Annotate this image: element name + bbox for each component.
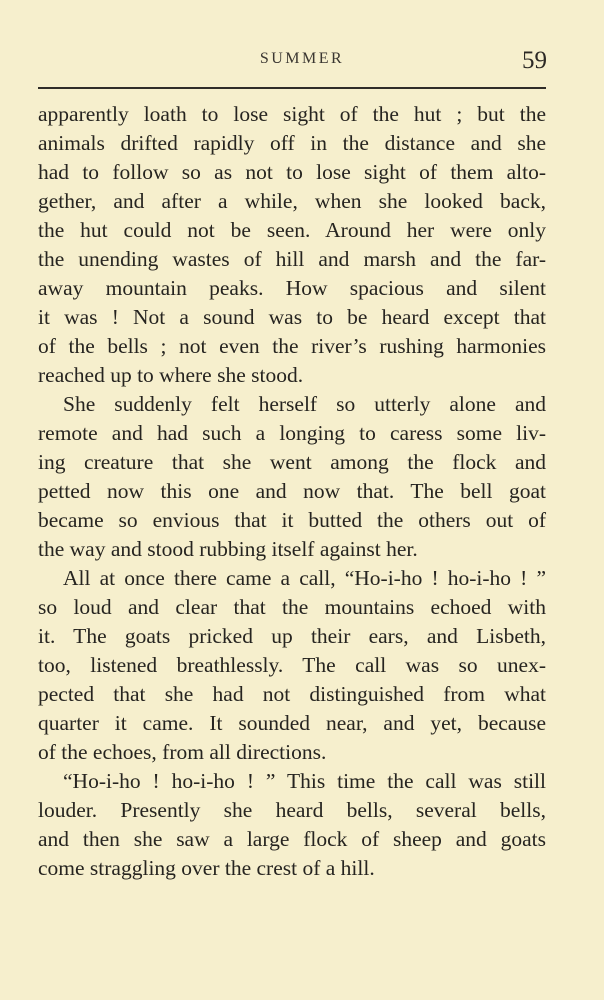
text-line: come straggling over the crest of a hill. — [38, 856, 375, 880]
text-line: remote and had such a longing to caress some liv- — [38, 421, 546, 445]
text-line: All at once there came a call, “Ho-i-ho ! ho-i-ho ! ” — [63, 566, 546, 590]
paragraph-1 — [38, 100, 546, 390]
text-line: louder. Presently she heard bells, several bells, — [38, 798, 546, 822]
text-line: it was ! Not a sound was to be heard except that — [38, 305, 546, 329]
text-line: the hut could not be seen. Around her were only — [38, 218, 546, 242]
paragraph-4 — [38, 767, 546, 883]
text-line: pected that she had not distinguished from what — [38, 682, 546, 706]
text-line: quarter it came. It sounded near, and yet, because — [38, 711, 546, 735]
text-line: reached up to where she stood. — [38, 363, 304, 387]
text-line: animals drifted rapidly off in the distance and she — [38, 131, 546, 155]
paragraph-2 — [38, 390, 546, 564]
text-line: and then she saw a large flock of sheep and goats — [38, 827, 546, 851]
text-line: petted now this one and now that. The bell goat — [38, 479, 546, 503]
text-line: apparently loath to lose sight of the hut ; but the — [38, 102, 546, 126]
text-line: “Ho-i-ho ! ho-i-ho ! ” This time the call was still — [63, 769, 546, 793]
text-line: ing creature that she went among the flock and — [38, 450, 546, 474]
text-line: away mountain peaks. How spacious and silent — [38, 276, 546, 300]
text-line: became so envious that it butted the others out of — [38, 508, 546, 532]
text-line: the way and stood rubbing itself against her. — [38, 537, 418, 561]
text-line: too, listened breathlessly. The call was so unex- — [38, 653, 546, 677]
header-rule — [38, 87, 546, 89]
paragraph-3 — [38, 564, 546, 767]
text-line: of the bells ; not even the river’s rushing harmonies — [38, 334, 546, 358]
page-number: 59 — [522, 47, 547, 74]
text-line: the unending wastes of hill and marsh and the far- — [38, 247, 546, 271]
text-line: gether, and after a while, when she looked back, — [38, 189, 546, 213]
text-line: She suddenly felt herself so utterly alone and — [63, 392, 546, 416]
text-line: of the echoes, from all directions. — [38, 740, 327, 764]
running-title: SUMMER — [259, 50, 345, 67]
text-line: so loud and clear that the mountains echoed with — [38, 595, 546, 619]
text-line: it. The goats pricked up their ears, and Lisbeth, — [38, 624, 546, 648]
body-text — [38, 100, 546, 883]
text-line: had to follow so as not to lose sight of them alto- — [38, 160, 546, 184]
